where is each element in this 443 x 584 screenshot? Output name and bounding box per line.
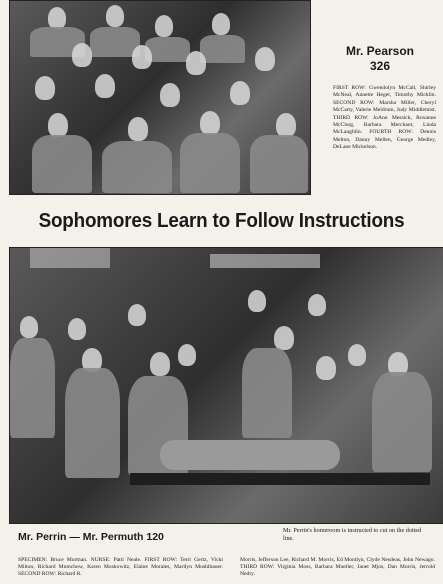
room-number: 326 bbox=[369, 59, 391, 73]
teacher-heading bbox=[326, 44, 434, 74]
bottom-teachers-heading: Mr. Perrin — Mr. Permuth 120 bbox=[18, 531, 164, 543]
photo-caption: Mr. Perrin's homeroom is instructed to cut on the dotted line. bbox=[283, 527, 422, 542]
class-photo-pearson bbox=[9, 0, 311, 195]
roster-perrin-left: SPECIMEN: Bruce Murman. NURSE: Patti Neale. FIRST ROW: Terri Gertz, Vicki Milton, Richard Mumchow, Karen Moskowitz, Elaine Morales, Marilyn Mushlbauer. SECOND ROW: Richard R. bbox=[18, 557, 223, 578]
class-photo-perrin bbox=[9, 247, 443, 524]
roster-pearson: FIRST ROW: Gwendolyn McCall, Shirley McNeal, Annette Heger, Timothy Micklin. SECOND ROW: Marsha Miller, Cheryl McCarty, Valerie Meldrum, Judy Middlemist. THIRD ROW: JoAnn Messick, Roxanne McClurg, Barbara Merchant, Linda McLaughlin. FOURTH ROW: Dennis Melton, Danny Mellen, George Medley, DeLane Mickelson. bbox=[333, 85, 436, 151]
page-heading: Sophomores Learn to Follow Instructions bbox=[38, 209, 405, 232]
roster-perrin-right: Morris, Jefferson Lee, Richard M. Morris, Ed Montlyn, Clyde Nesdeas, John Newago. THIRD ROW: Virginia Moss, Barbara Mueller, Janet Mjos, Dan Morris, Jerrold Nedry. bbox=[240, 557, 435, 578]
teacher-name: Mr. Pearson bbox=[345, 44, 415, 58]
